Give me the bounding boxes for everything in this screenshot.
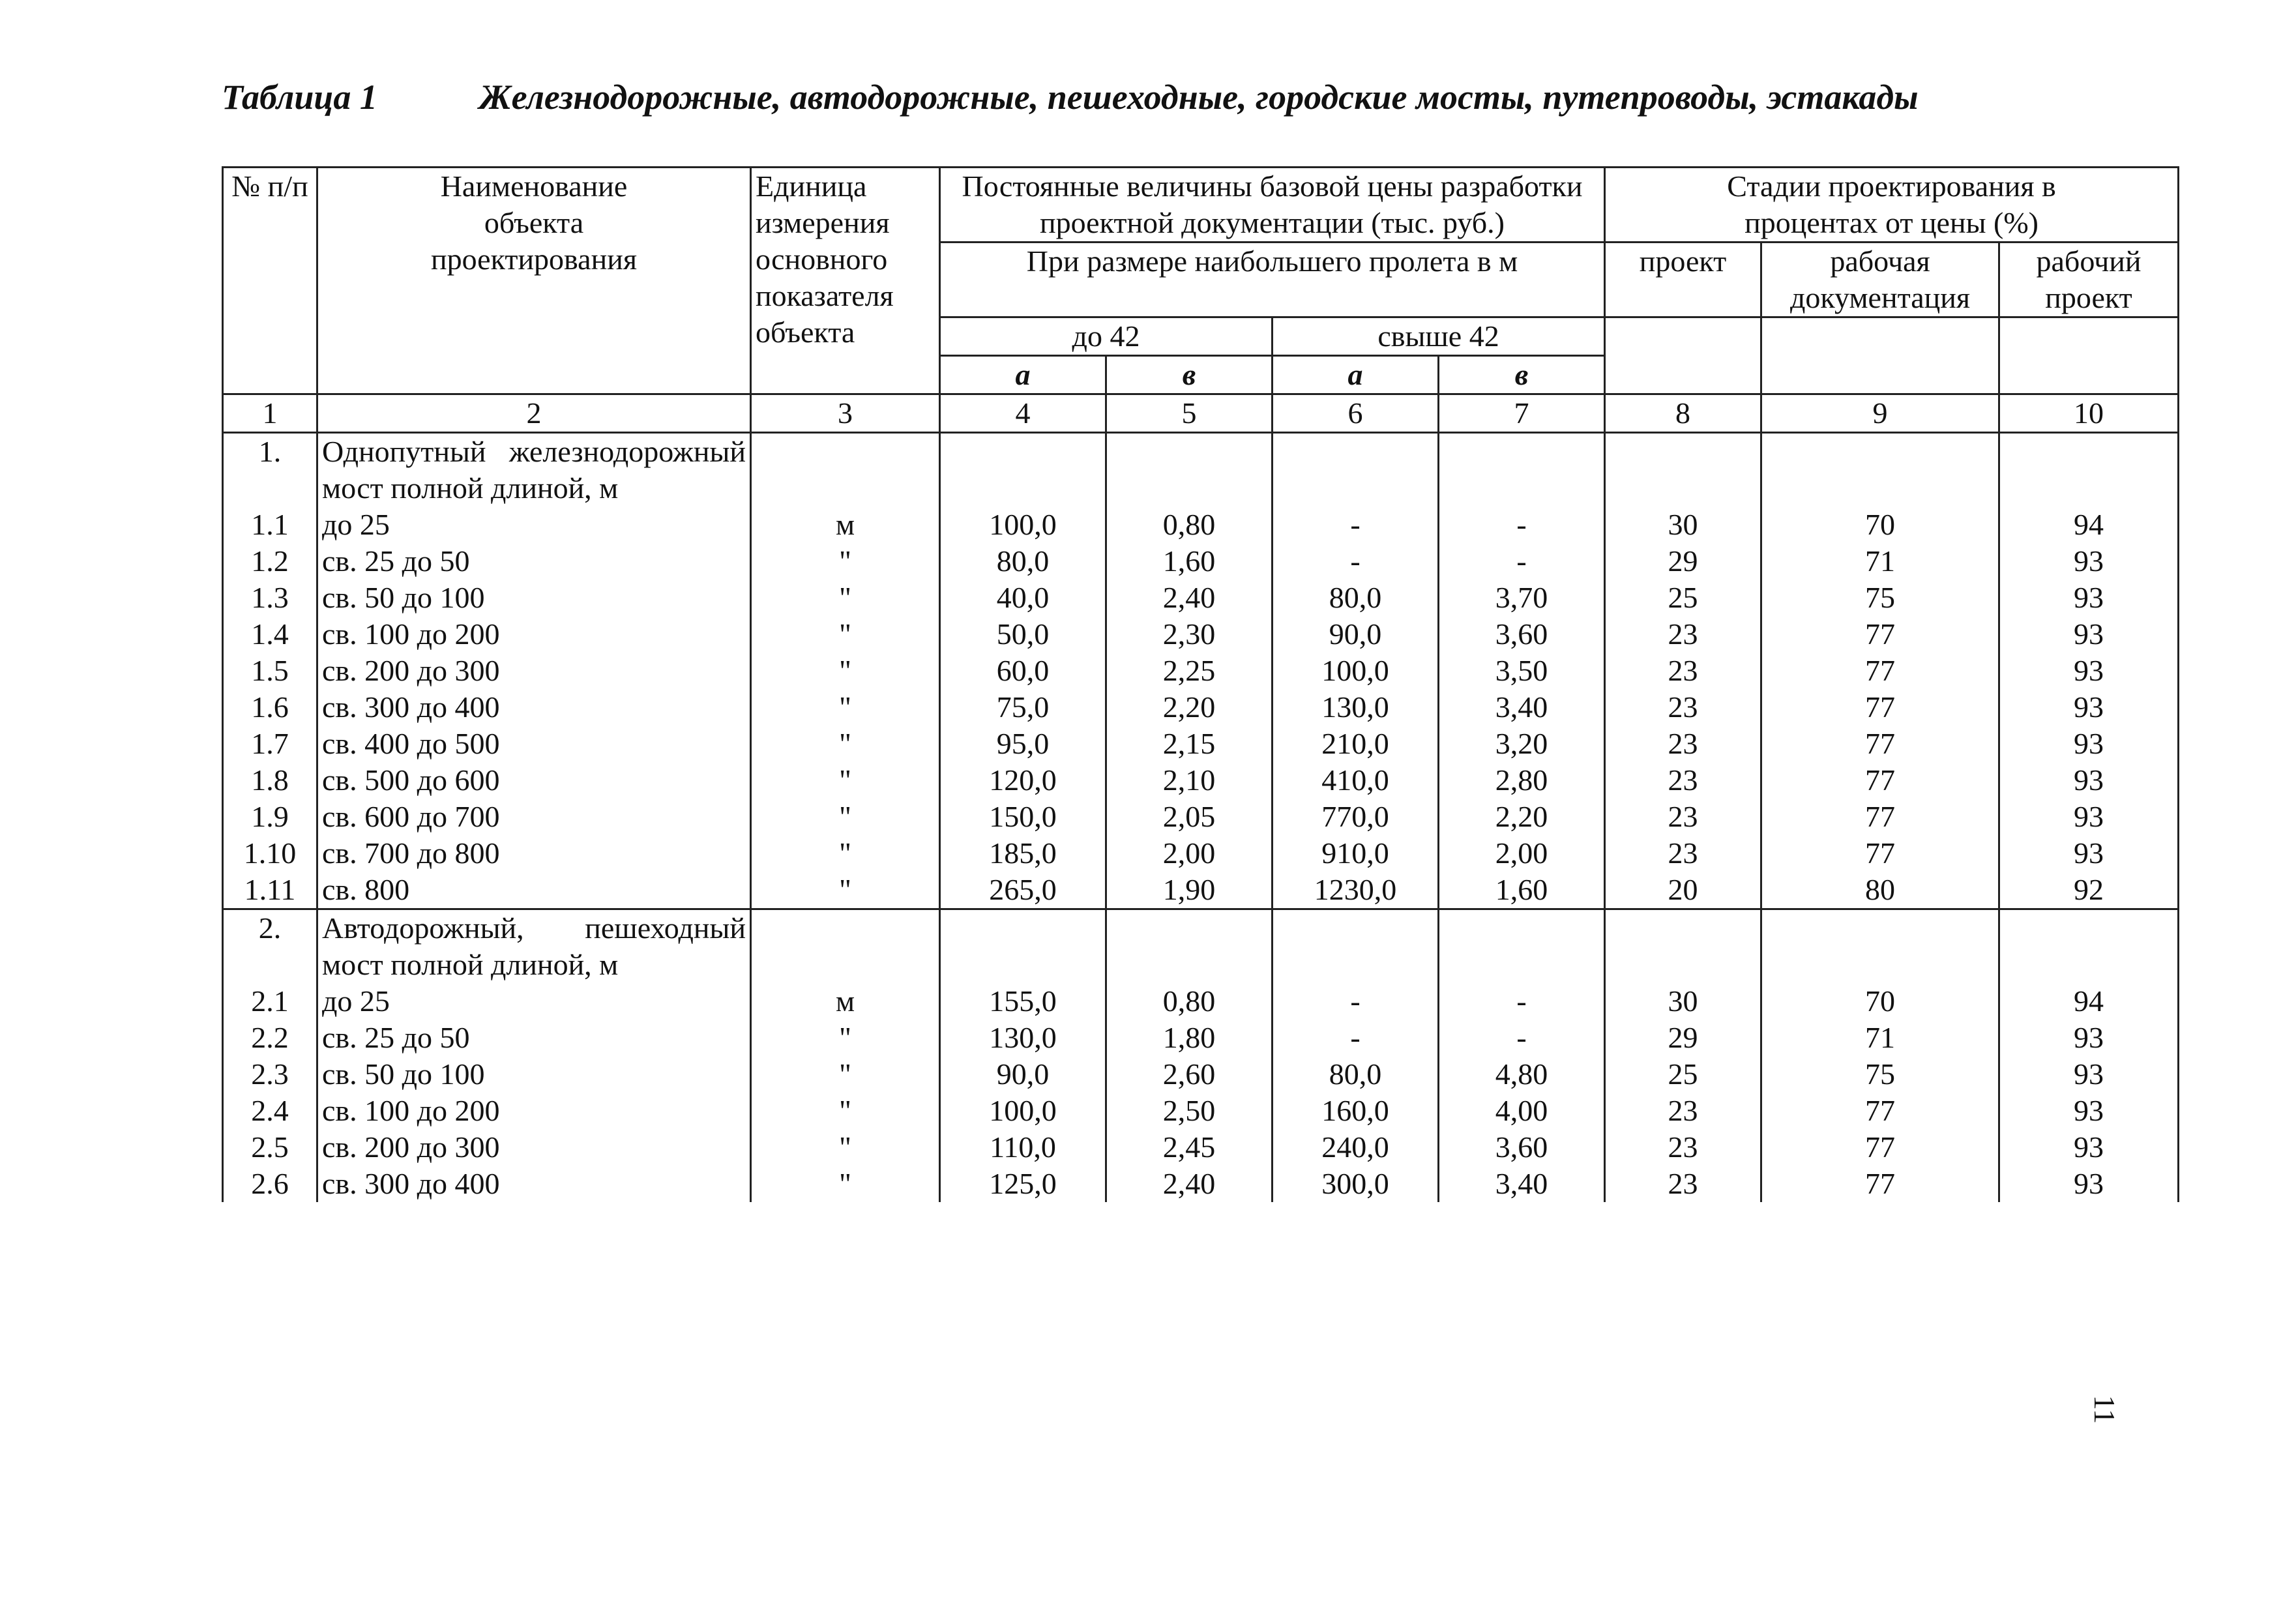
row-name: св. 50 до 100 — [317, 580, 751, 616]
row-value-c7: - — [1439, 1020, 1605, 1056]
section-empty-cell — [1999, 433, 2179, 507]
row-value-c6: 160,0 — [1273, 1093, 1439, 1129]
row-name: св. 500 до 600 — [317, 762, 751, 799]
row-value-c7: 3,40 — [1439, 1166, 1605, 1202]
row-value-c5: 2,40 — [1106, 1166, 1273, 1202]
section-title: Автодорожный, пешеходный мост полной длиной, м — [317, 909, 751, 984]
row-name: св. 25 до 50 — [317, 1020, 751, 1056]
row-value-c10: 93 — [1999, 799, 2179, 835]
row-value-c7: - — [1439, 543, 1605, 580]
header-blank-9 — [1761, 317, 1999, 394]
section-number: 2. — [223, 909, 317, 984]
row-value-c9: 77 — [1761, 689, 1999, 726]
row-unit: " — [751, 689, 940, 726]
table-row — [223, 1129, 2179, 1166]
table-row — [223, 507, 2179, 543]
row-value-c7: - — [1439, 507, 1605, 543]
row-value-c6: 770,0 — [1273, 799, 1439, 835]
row-number: 1.6 — [223, 689, 317, 726]
row-value-c4: 40,0 — [940, 580, 1106, 616]
row-number: 1.3 — [223, 580, 317, 616]
row-value-c5: 2,45 — [1106, 1129, 1273, 1166]
row-value-c9: 77 — [1761, 799, 1999, 835]
header-span: При размере наибольшего пролета в м — [940, 243, 1605, 317]
header-over42: свыше 42 — [1273, 317, 1605, 356]
section-empty-cell — [1273, 909, 1439, 984]
row-value-c4: 100,0 — [940, 1093, 1106, 1129]
row-value-c6: - — [1273, 983, 1439, 1020]
row-value-c5: 2,05 — [1106, 799, 1273, 835]
row-value-c6: 210,0 — [1273, 726, 1439, 762]
row-value-c10: 93 — [1999, 1056, 2179, 1093]
page-number: 11 — [2088, 1395, 2121, 1424]
row-value-c6: 80,0 — [1273, 1056, 1439, 1093]
row-value-c8: 23 — [1605, 1129, 1761, 1166]
row-value-c10: 92 — [1999, 872, 2179, 909]
row-value-c8: 23 — [1605, 1166, 1761, 1202]
row-value-c9: 77 — [1761, 616, 1999, 653]
row-value-c10: 93 — [1999, 689, 2179, 726]
column-number: 3 — [751, 394, 940, 433]
row-value-c10: 93 — [1999, 1020, 2179, 1056]
row-value-c9: 77 — [1761, 1093, 1999, 1129]
row-number: 1.2 — [223, 543, 317, 580]
row-value-c4: 110,0 — [940, 1129, 1106, 1166]
table-row — [223, 1020, 2179, 1056]
row-value-c10: 93 — [1999, 1166, 2179, 1202]
row-unit: " — [751, 872, 940, 909]
column-number: 8 — [1605, 394, 1761, 433]
row-number: 2.5 — [223, 1129, 317, 1166]
row-name: св. 200 до 300 — [317, 653, 751, 689]
header-proekt: проект — [1605, 243, 1761, 317]
header-a-over: а — [1273, 356, 1439, 394]
section-row — [223, 433, 2179, 507]
row-value-c6: 240,0 — [1273, 1129, 1439, 1166]
section-empty-cell — [1439, 909, 1605, 984]
row-value-c8: 29 — [1605, 1020, 1761, 1056]
row-unit: " — [751, 1166, 940, 1202]
row-value-c6: 910,0 — [1273, 835, 1439, 872]
row-value-c9: 80 — [1761, 872, 1999, 909]
row-value-c4: 100,0 — [940, 507, 1106, 543]
row-value-c8: 23 — [1605, 616, 1761, 653]
row-value-c8: 23 — [1605, 726, 1761, 762]
section-empty-cell — [751, 909, 940, 984]
table-caption: Железнодорожные, автодорожные, пешеходные, городские мосты, путепроводы, эстакады — [479, 78, 1919, 117]
row-value-c5: 2,25 — [1106, 653, 1273, 689]
row-value-c4: 50,0 — [940, 616, 1106, 653]
row-number: 2.1 — [223, 983, 317, 1020]
row-value-c4: 130,0 — [940, 1020, 1106, 1056]
row-unit: " — [751, 1129, 940, 1166]
row-value-c8: 23 — [1605, 799, 1761, 835]
row-value-c7: 3,50 — [1439, 653, 1605, 689]
row-unit: " — [751, 799, 940, 835]
row-value-c9: 77 — [1761, 762, 1999, 799]
section-empty-cell — [1605, 909, 1761, 984]
table-row — [223, 1056, 2179, 1093]
table-row — [223, 835, 2179, 872]
row-name: св. 600 до 700 — [317, 799, 751, 835]
column-number: 5 — [1106, 394, 1273, 433]
row-value-c4: 150,0 — [940, 799, 1106, 835]
row-value-c5: 2,50 — [1106, 1093, 1273, 1129]
row-value-c4: 75,0 — [940, 689, 1106, 726]
table-row — [223, 762, 2179, 799]
row-value-c9: 70 — [1761, 983, 1999, 1020]
row-value-c6: 410,0 — [1273, 762, 1439, 799]
row-unit: " — [751, 762, 940, 799]
row-value-c8: 23 — [1605, 653, 1761, 689]
row-value-c8: 23 — [1605, 689, 1761, 726]
section-empty-cell — [1273, 433, 1439, 507]
section-row — [223, 909, 2179, 984]
row-value-c5: 2,15 — [1106, 726, 1273, 762]
price-table — [222, 166, 2179, 1202]
table-row — [223, 689, 2179, 726]
row-value-c7: 4,00 — [1439, 1093, 1605, 1129]
row-number: 1.11 — [223, 872, 317, 909]
row-value-c7: 3,60 — [1439, 1129, 1605, 1166]
row-value-c6: - — [1273, 507, 1439, 543]
row-unit: " — [751, 726, 940, 762]
row-number: 1.1 — [223, 507, 317, 543]
row-name: св. 50 до 100 — [317, 1056, 751, 1093]
row-value-c9: 77 — [1761, 835, 1999, 872]
row-value-c8: 25 — [1605, 1056, 1761, 1093]
header-unit: Единица измерения основного показателя объекта — [751, 168, 940, 394]
column-number: 9 — [1761, 394, 1999, 433]
row-value-c5: 0,80 — [1106, 983, 1273, 1020]
row-value-c5: 2,10 — [1106, 762, 1273, 799]
row-value-c4: 95,0 — [940, 726, 1106, 762]
row-value-c9: 77 — [1761, 1129, 1999, 1166]
table-row — [223, 983, 2179, 1020]
row-value-c10: 93 — [1999, 1129, 2179, 1166]
row-value-c5: 2,00 — [1106, 835, 1273, 872]
row-name: св. 100 до 200 — [317, 616, 751, 653]
row-value-c7: 4,80 — [1439, 1056, 1605, 1093]
header-base-price: Постоянные величины базовой цены разработки проектной документации (тыс. руб.) — [940, 168, 1605, 243]
row-value-c10: 93 — [1999, 653, 2179, 689]
section-empty-cell — [1106, 433, 1273, 507]
row-value-c9: 71 — [1761, 543, 1999, 580]
row-name: до 25 — [317, 983, 751, 1020]
table-row — [223, 1166, 2179, 1202]
header-name: Наименование объекта проектирования — [317, 168, 751, 394]
row-value-c10: 93 — [1999, 616, 2179, 653]
column-number: 6 — [1273, 394, 1439, 433]
row-value-c4: 265,0 — [940, 872, 1106, 909]
header-blank-10 — [1999, 317, 2179, 394]
row-unit: " — [751, 580, 940, 616]
row-number: 1.4 — [223, 616, 317, 653]
row-unit: " — [751, 835, 940, 872]
row-number: 2.2 — [223, 1020, 317, 1056]
table-row — [223, 872, 2179, 909]
column-number: 1 — [223, 394, 317, 433]
row-value-c8: 30 — [1605, 983, 1761, 1020]
section-empty-cell — [940, 909, 1106, 984]
row-value-c10: 93 — [1999, 762, 2179, 799]
table-row — [223, 653, 2179, 689]
row-value-c10: 93 — [1999, 580, 2179, 616]
row-value-c9: 77 — [1761, 726, 1999, 762]
row-value-c7: 2,20 — [1439, 799, 1605, 835]
row-value-c9: 71 — [1761, 1020, 1999, 1056]
row-number: 2.3 — [223, 1056, 317, 1093]
row-value-c7: 3,70 — [1439, 580, 1605, 616]
section-empty-cell — [1999, 909, 2179, 984]
row-value-c7: 3,60 — [1439, 616, 1605, 653]
row-number: 1.5 — [223, 653, 317, 689]
row-value-c10: 93 — [1999, 543, 2179, 580]
row-number: 2.6 — [223, 1166, 317, 1202]
row-value-c5: 2,40 — [1106, 580, 1273, 616]
row-value-c6: - — [1273, 543, 1439, 580]
row-value-c8: 23 — [1605, 1093, 1761, 1129]
row-name: св. 200 до 300 — [317, 1129, 751, 1166]
header-blank-8 — [1605, 317, 1761, 394]
row-value-c7: - — [1439, 983, 1605, 1020]
row-value-c8: 29 — [1605, 543, 1761, 580]
row-value-c6: 1230,0 — [1273, 872, 1439, 909]
row-value-c9: 77 — [1761, 1166, 1999, 1202]
section-title: Однопутный железнодорожный мост полной длиной, м — [317, 433, 751, 507]
row-value-c8: 20 — [1605, 872, 1761, 909]
row-value-c6: 300,0 — [1273, 1166, 1439, 1202]
row-name: св. 400 до 500 — [317, 726, 751, 762]
section-empty-cell — [1106, 909, 1273, 984]
row-value-c4: 90,0 — [940, 1056, 1106, 1093]
row-name: св. 300 до 400 — [317, 689, 751, 726]
row-unit: м — [751, 507, 940, 543]
row-name: св. 800 — [317, 872, 751, 909]
row-value-c7: 2,80 — [1439, 762, 1605, 799]
section-empty-cell — [940, 433, 1106, 507]
row-value-c6: - — [1273, 1020, 1439, 1056]
row-value-c9: 75 — [1761, 1056, 1999, 1093]
row-value-c6: 130,0 — [1273, 689, 1439, 726]
table-body — [223, 433, 2179, 1203]
table-row — [223, 726, 2179, 762]
row-name: св. 100 до 200 — [317, 1093, 751, 1129]
table-title — [222, 77, 2112, 136]
header-num: № п/п — [223, 168, 317, 394]
row-value-c6: 90,0 — [1273, 616, 1439, 653]
row-number: 1.10 — [223, 835, 317, 872]
row-name: св. 25 до 50 — [317, 543, 751, 580]
table-row — [223, 1093, 2179, 1129]
row-value-c7: 1,60 — [1439, 872, 1605, 909]
row-value-c8: 23 — [1605, 762, 1761, 799]
row-number: 1.7 — [223, 726, 317, 762]
row-number: 2.4 — [223, 1093, 317, 1129]
row-name: св. 700 до 800 — [317, 835, 751, 872]
column-number: 7 — [1439, 394, 1605, 433]
row-value-c7: 3,20 — [1439, 726, 1605, 762]
row-value-c4: 155,0 — [940, 983, 1106, 1020]
header-b-upto: в — [1106, 356, 1273, 394]
row-value-c6: 100,0 — [1273, 653, 1439, 689]
section-empty-cell — [1439, 433, 1605, 507]
row-value-c10: 94 — [1999, 507, 2179, 543]
table-row — [223, 580, 2179, 616]
row-value-c5: 1,90 — [1106, 872, 1273, 909]
column-number: 10 — [1999, 394, 2179, 433]
table-container — [222, 166, 2177, 1202]
header-a-upto: а — [940, 356, 1106, 394]
row-value-c7: 3,40 — [1439, 689, 1605, 726]
row-value-c5: 1,80 — [1106, 1020, 1273, 1056]
row-value-c5: 1,60 — [1106, 543, 1273, 580]
header-upto42: до 42 — [940, 317, 1273, 356]
row-unit: " — [751, 1056, 940, 1093]
row-unit: " — [751, 1093, 940, 1129]
section-empty-cell — [751, 433, 940, 507]
row-value-c10: 94 — [1999, 983, 2179, 1020]
row-value-c6: 80,0 — [1273, 580, 1439, 616]
row-value-c8: 25 — [1605, 580, 1761, 616]
row-name: до 25 — [317, 507, 751, 543]
row-value-c4: 125,0 — [940, 1166, 1106, 1202]
row-unit: " — [751, 653, 940, 689]
row-value-c4: 185,0 — [940, 835, 1106, 872]
section-empty-cell — [1605, 433, 1761, 507]
table-row — [223, 799, 2179, 835]
row-value-c5: 2,20 — [1106, 689, 1273, 726]
column-numbers-row — [223, 394, 2179, 433]
section-empty-cell — [1761, 433, 1999, 507]
row-value-c10: 93 — [1999, 1093, 2179, 1129]
row-value-c4: 80,0 — [940, 543, 1106, 580]
column-number: 4 — [940, 394, 1106, 433]
table-label: Таблица 1 — [222, 78, 377, 117]
row-name: св. 300 до 400 — [317, 1166, 751, 1202]
row-value-c9: 70 — [1761, 507, 1999, 543]
table-row — [223, 616, 2179, 653]
row-number: 1.9 — [223, 799, 317, 835]
row-value-c10: 93 — [1999, 835, 2179, 872]
header-rabochaya: рабочая документация — [1761, 243, 1999, 317]
row-number: 1.8 — [223, 762, 317, 799]
section-number: 1. — [223, 433, 317, 507]
section-empty-cell — [1761, 909, 1999, 984]
row-value-c9: 77 — [1761, 653, 1999, 689]
row-value-c4: 60,0 — [940, 653, 1106, 689]
row-unit: м — [751, 983, 940, 1020]
row-value-c8: 23 — [1605, 835, 1761, 872]
row-unit: " — [751, 616, 940, 653]
row-value-c9: 75 — [1761, 580, 1999, 616]
table-row — [223, 543, 2179, 580]
row-unit: " — [751, 543, 940, 580]
row-value-c5: 2,60 — [1106, 1056, 1273, 1093]
row-value-c8: 30 — [1605, 507, 1761, 543]
row-unit: " — [751, 1020, 940, 1056]
row-value-c7: 2,00 — [1439, 835, 1605, 872]
column-number: 2 — [317, 394, 751, 433]
header-b-over: в — [1439, 356, 1605, 394]
header-rabochiy: рабочий проект — [1999, 243, 2179, 317]
row-value-c10: 93 — [1999, 726, 2179, 762]
header-stages: Стадии проектирования в процентах от цены (%) — [1605, 168, 2179, 243]
row-value-c5: 0,80 — [1106, 507, 1273, 543]
row-value-c4: 120,0 — [940, 762, 1106, 799]
row-value-c5: 2,30 — [1106, 616, 1273, 653]
